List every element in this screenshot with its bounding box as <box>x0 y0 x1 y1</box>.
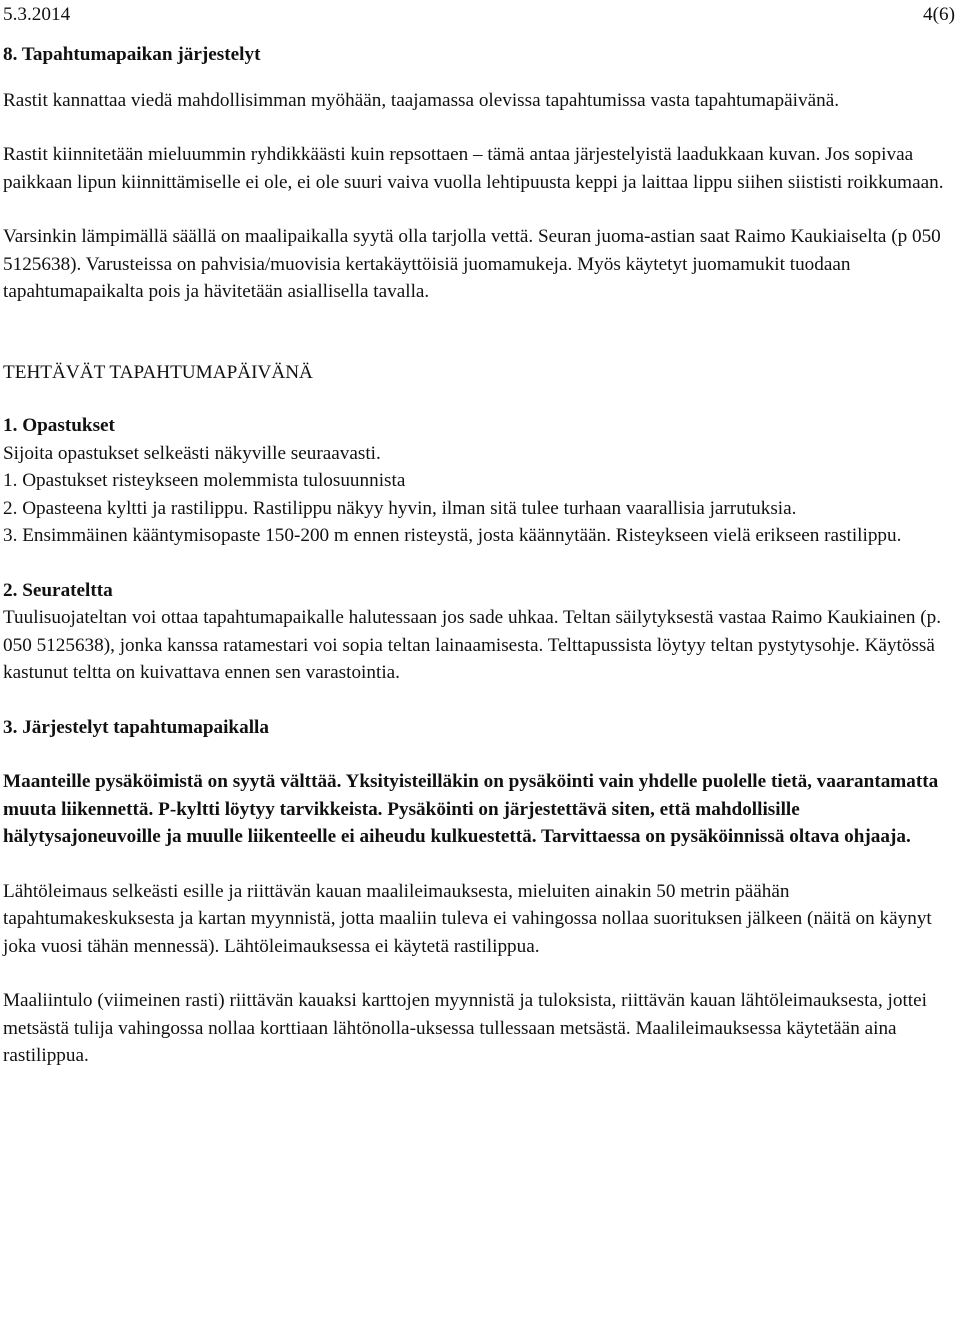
opastukset-item-3: 3. Ensimmäinen kääntymisopaste 150-200 m ennen risteystä, josta käännytään. Risteykseen vielä erikseen rastilippu. <box>3 525 902 546</box>
section-8-heading: 8. Tapahtumapaikan järjestelyt <box>3 44 261 65</box>
finish-punch-paragraph: Maaliintulo (viimeinen rasti) riittävän kauaksi karttojen myynnistä ja tuloksista, riittävän kauan lähtöleimauksesta, jottei metsästä tulija vahingossa nollaa korttiaan lähtönolla-uksessa tullessaan metsästä. Maalileimauksessa käytetään aina rastilippua. <box>3 990 927 1066</box>
page-header <box>3 1 955 29</box>
opastukset-intro: Sijoita opastukset selkeästi näkyville seuraavasti. <box>3 442 381 464</box>
document-date: 5.3.2014 <box>3 4 71 25</box>
jarjestelyt-heading: 3. Järjestelyt tapahtumapaikalla <box>3 716 269 738</box>
page-number: 4(6) <box>923 4 955 25</box>
section-8-paragraph-2: Rastit kiinnitetään mieluummin ryhdikkäästi kuin repsottaen – tämä antaa järjestelyistä laadukkaan kuvan. Jos sopivaa paikkaan lipun kiinnittämiselle ei ole, ei ole suuri vaiva vuolla lehtipuusta keppi ja laittaa lippu siihen siististi roikkumaan. <box>3 144 944 193</box>
opastukset-heading: 1. Opastukset <box>3 415 115 436</box>
opastukset-item-2: 2. Opasteena kyltti ja rastilippu. Rastilippu näkyy hyvin, ilman sitä tulee turhaan vaarallisia jarrutuksia. <box>3 497 797 519</box>
start-punch-paragraph: Lähtöleimaus selkeästi esille ja riittävän kauan maalileimauksesta, mieluiten ainakin 50 metrin päähän tapahtumakeskuksesta ja kartan myynnistä, jotta maaliin tuleva ei vahingossa nollaa suorituksen jälkeen (näitä on käynyt joka vuosi tähän mennessä). Lähtöleimauksessa ei käytetä rastilippua. <box>3 880 932 957</box>
seurateltta-text: Tuulisuojateltan voi ottaa tapahtumapaikalle halutessaan jos sade uhkaa. Teltan säilytyksestä vastaa Raimo Kaukiainen (p. 050 5125638), jonka kanssa ratamestari voi sopia teltan lainaamisesta. Telttapussista löytyy teltan pystytysohje. Käytössä kastunut teltta on kuivattava ennen sen varastointia. <box>3 607 942 683</box>
tasks-title: TEHTÄVÄT TAPAHTUMAPÄIVÄNÄ <box>3 361 313 383</box>
opastukset-item-1: 1. Opastukset risteykseen molemmista tulosuunnista <box>3 470 406 491</box>
parking-instructions: Maanteille pysäköimistä on syytä välttää. Yksityisteilläkin on pysäköinti vain yhdelle puolelle tietä, vaarantamatta muuta liikennettä. P-kyltti löytyy tarvikkeista. Pysäköinti on järjestettävä siten, että mahdollisille hälytysajoneuvoille ja muulle liikenteelle ei aiheudu kulkuestettä. Tarvittaessa on pysäköinnissä oltava ohjaaja. <box>3 771 939 847</box>
seurateltta-heading: 2. Seurateltta <box>3 579 113 601</box>
section-8-paragraph-1: Rastit kannattaa viedä mahdollisimman myöhään, taajamassa olevissa tapahtumissa vasta tapahtumapäivänä. <box>3 89 840 111</box>
section-8-paragraph-3: Varsinkin lämpimällä säällä on maalipaikalla syytä olla tarjolla vettä. Seuran juoma-astian saat Raimo Kaukiaiselta (p 050 5125638). Varusteissa on pahvisia/muovisia kertakäyttöisiä juomamukeja. Myös käytetyt juomamukit tuodaan tapahtumapaikalta pois ja hävitetään asiallisella tavalla. <box>3 226 941 302</box>
document-page <box>3 0 955 1070</box>
